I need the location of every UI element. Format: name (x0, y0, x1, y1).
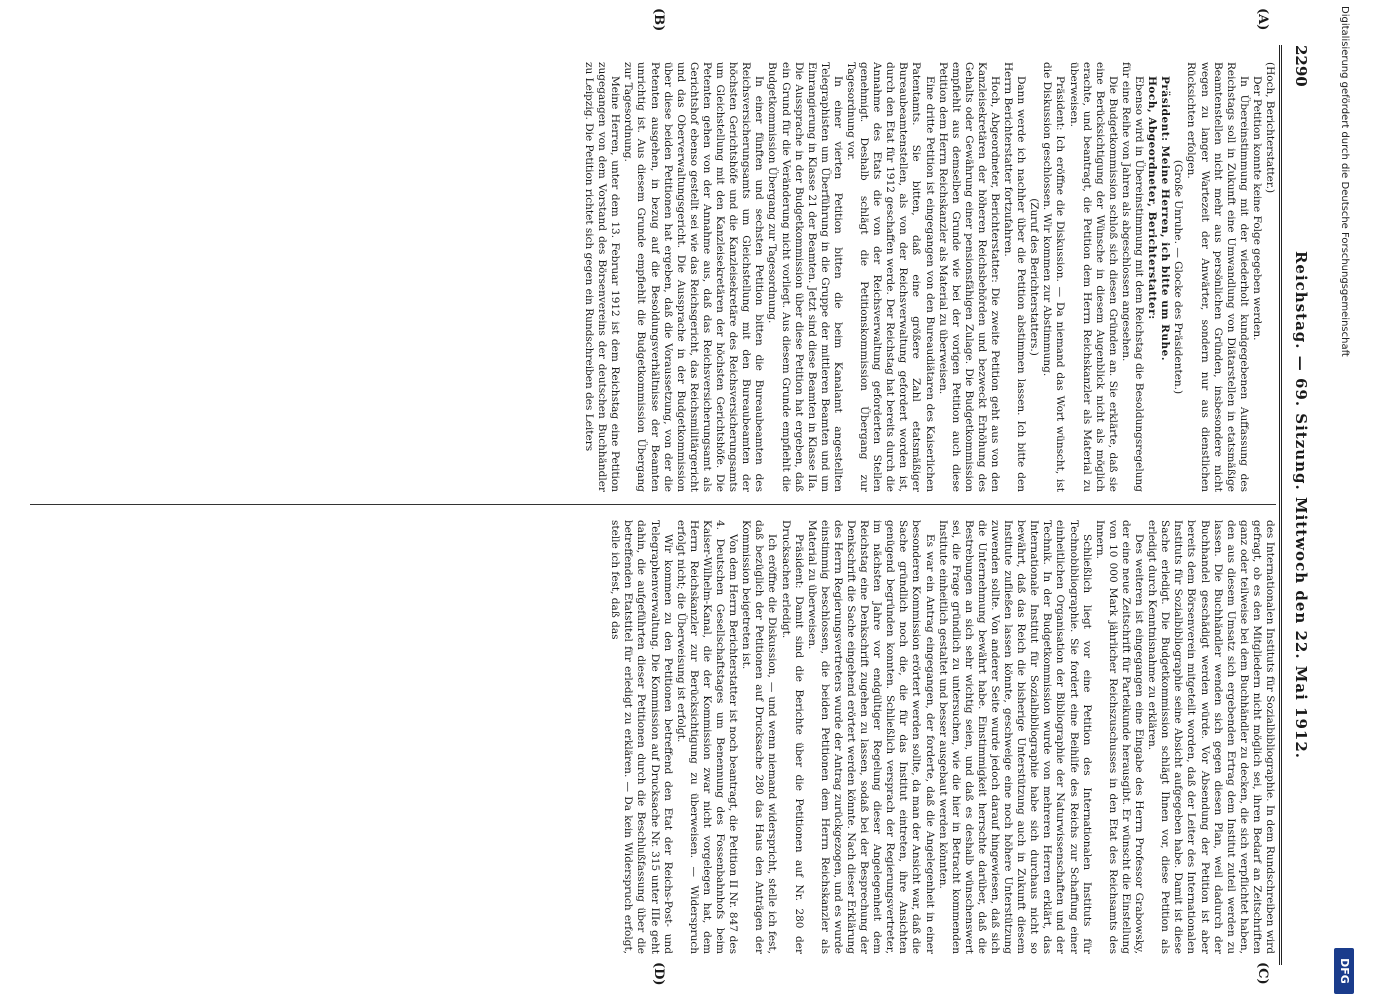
paragraph: Eine dritte Petition ist eingegangen von den Bureaudiätaren des Kaiserlichen Patentamts. Sie bitten, daß eine größere Zahl etatsmäßiger Bureaubeamtenstellen, als von der Reichsverwaltung gefordert worden ist, durch den Etat für 1912 geschaffen werde. Der Reichstag hat bereits durch die Annahme des Etats die von der Reichsverwaltung geforderten Stellen genehmigt. Deshalb schlägt die Petitionskommission Übergang zur Tagesordnung vor. (845, 62, 936, 492)
paragraph: Die Budgetkommission schloß sich diesen Gründen an. Sie erklärte, daß sie eine Berücksichtigung der Wünsche in diesem Augenblick nicht als möglich erachte, und beantragt, die Petition dem Herrn Reichskanzler als Material zu überweisen. (1067, 62, 1119, 492)
footer-strip (1328, 0, 1358, 1000)
paragraph: des Internationalen Instituts für Sozialbibliographie. In dem Rundschreiben wird gefragt, ob es den Mitgliedern nicht möglich sei, ihren Bedarf an Zeitschriften ganz oder teilweise bei dem Buchhändler zu decken, die sich verpflichtet haben, den aus diesem Umsatz sich ergebenden Ertrag dem Institut zuteil werden zu lassen. Die Buchhändler wenden sich gegen diesen Plan, weil dadurch der Buchhandel geschädigt werden würde. Vor Absendung der Petition ist aber bereits dem Börsenverein mitgeteilt worden, daß der Leiter des Internationalen Instituts für Sozialbibliographie seine Absicht aufgegeben habe. Damit ist diese Sache erledigt. Die Budgetkommission schlägt Ihnen vor, diese Petition als erledigt durch Kenntnisnahme zu erklären. (1146, 520, 1276, 954)
margin-mark-a: (A) (1255, 8, 1270, 31)
page-header (1284, 45, 1310, 965)
paragraph: Wir kommen zu den Petitionen betreffend den Etat der Reichs-Post- und Telegraphenverwaltung. Die Kommission auf Drucksache Nr. 315 unter IIIe geht dahin, die aufgeführten dieser Petitionen durch die Beschlußfassung über die betreffenden Etatstitel für erledigt zu erklären. — Da kein Widerspruch erfolgt, stelle ich fest, daß das (609, 520, 674, 954)
paragraph: (Große Unruhe. — Glocke des Präsidenten.) (1172, 159, 1185, 395)
paragraph: Es war ein Antrag eingegangen, der forderte, daß die Angelegenheit in einer besonderen Kommission erörtert werden sollte, da man der Ansicht war, daß die Sache gründlich noch die, die für das Institut eintreten, ihre Ansichten genügend begründen konnten. Schließlich versprach der Regierungsvertreter, im nächsten Jahre vor endgültiger Regelung dieser Angelegenheit dem Reichstag eine Denkschrift zugehen zu lassen, sodaß bei der Besprechung der Denkschrift die Sache eingehend erörtert werden könnte. Nach dieser Erklärung des Herrn Regierungsvertreters wurde der Antrag zurückgezogen, und es wurde einstimmig beschlossen, die beiden Petitionen dem Herrn Reichskanzler als Material zu überweisen. (805, 520, 936, 954)
paragraph: Meine Herren, unter dem 13. Februar 1912 ist dem Reichstag eine Petition zugegangen von dem Vorstand des Börsenvereins der deutschen Buchhändler zu Leipzig. Die Petition richtet sich gegen ein Rundschreiben des Leiters (583, 62, 622, 492)
paragraph: Von dem Herrn Berichterstatter ist noch beantragt, die Petition II Nr. 847 des 4. Deutschen Gesellschaftstages um Benennung des Fossenbahnhofs beim Kaiser-Wilhelm-Kanal, die der Kommission zwar nicht vorgelegen hat, dem Herrn Reichskanzler zur Berücksichtigung zu überweisen. — Widerspruch erfolgt nicht; die Überweisung ist erfolgt. (674, 520, 740, 954)
paragraph: (Zuruf des Berichterstatters.) (1028, 198, 1041, 356)
paragraph: In Übereinstimmung mit der wiederholt kundgegebenen Auffassung des Reichstags soll in Zukunft eine Umwandlung von Diätarstellen in etatsmäßige Beamtenstellen nicht mehr aus persönlichen Gründen, insbesondere nicht wegen zu langer Wartezeit der Anwärter, sondern nur aus dienstlichen Rücksichten erfolgen. (1185, 62, 1250, 492)
paragraph: Schließlich liegt vor eine Petition des Internationalen Instituts für Technobibliographie. Sie fordert eine Beihilfe des Reichs zur Schaffung einer einheitlichen Organisation der Bibliographie der Naturwissenschaften und der Technik. In der Budgetkommission wurde von mehreren Herren erklärt, das Internationale Institut für Sozialbibliographie habe sich durchaus nicht so bewährt, daß das Reich die bisherige Unterstützung auch in Zukunft diesem Institute zufließen lassen könnte, geschweige eine noch höhere Unterstützung zuwenden sollte. Von anderer Seite wurde jedoch darauf hingewiesen, daß sich die Unternehmung bewährt habe. Einstimmigkeit herrschte darüber, daß die Bestrebungen an sich sehr wichtig seien, und daß es deshalb wünschenswert sei, die Frage gründlich zu untersuchen, wie die hier in Betracht kommenden Institute einheitlich gestaltet und besser ausgebaut werden könnten. (936, 520, 1093, 954)
right-text-column (30, 520, 1276, 954)
paragraph: Hoch, Abgeordneter, Berichterstatter: (1146, 76, 1159, 320)
dfg-logo: DFG (1334, 948, 1354, 994)
paragraph: Präsident: Meine Herren, ich bitte um Ruhe. (1159, 76, 1172, 361)
paragraph: Dann werde ich nachher über die Petition abstimmen lassen. Ich bitte den Herrn Berichterstatter fortzufahren. (1002, 62, 1028, 492)
header-rule (1279, 45, 1282, 965)
paragraph: Der Petition konnte keine Folge gegeben werden. (1250, 76, 1263, 341)
column-divider (30, 504, 1276, 505)
paragraph: Des weiteren ist eingegangen eine Eingabe des Herrn Professor Grabowsky, der eine neue Zeitschrift für Parteikunde herausgibt. Er wünscht die Einstellung von 10 000 Mark jährlicher Reichszuschusses in den Etat des Reichsamts des Innern. (1093, 520, 1146, 954)
paragraph: Ebenso wird in Übereinstimmung mit dem Reichstag die Besoldungsregelung für eine Reihe von Jahren als abgeschlossen angesehen. (1119, 62, 1146, 492)
page-number: 2290 (1292, 45, 1310, 87)
paragraph: Präsident: Damit sind die Berichte über die Petitionen auf Nr. 280 der Drucksachen erledigt. (779, 520, 805, 954)
footer-text: Digitalisierung gefördert durch die Deutsche Forschungsgemeinschaft (1339, 6, 1350, 357)
paragraph: Präsident: Ich eröffne die Diskussion. — Da niemand das Wort wünscht, ist die Diskussion geschlossen. Wir kommen zur Abstimmung. (1041, 62, 1067, 492)
left-text-column (30, 62, 1276, 492)
paragraph: (Hoch, Berichterstatter.) (1264, 62, 1276, 194)
paragraph: In einer fünften und sechsten Petition bitten die Bureaubeamten des Reichsversicherungsamts um Gleichstellung mit den Bureaubeamten der höchsten Gerichtshöfe und die Kanzleisekretäre des Reichsversicherungsamts um Gleichstellung mit den Kanzleisekretären der höchsten Gerichtshöfe. Die Petenten gehen von der Annahme aus, daß das Reichsversicherungsamt als Gerichtshof ebenso gestellt sei wie das Reichsgericht, das Reichsmilitärgericht und das Oberverwaltungsgericht. Die Aussprache in der Budgetkommission über diese beiden Petitionen hat ergeben, daß die Voraussetzung, von der die Petenten ausgehen, in bezug auf die Besoldungsverhältnisse der Beamten unrichtig ist. Aus diesem Grunde empfiehlt die Budgetkommission Übergang zur Tagesordnung. (622, 62, 766, 492)
margin-mark-c: (C) (1255, 962, 1270, 985)
page-title: Reichstag. — 69. Sitzung. Mittwoch den 22. Mai 1912. (1292, 250, 1310, 760)
paragraph: In einer vierten Petition bitten die beim Kanalamt angestellten Telegraphisten um Überführung in die Gruppe der mittleren Beamten und um Einrangierung in Klasse 21 der Beamten. Jetzt sind diese Beamten in Klasse IIa. Die Aussprache in der Budgetkommission über diese Petition hat ergeben, daß ein Grund für die Veränderung nicht vorliegt. Aus diesem Grunde empfiehlt die Budgetkommission Übergang zur Tagesordnung. (766, 62, 844, 492)
paragraph: Ich eröffne die Diskussion, — und wenn niemand widerspricht, stelle ich fest, daß bezüglich der Petitionen auf Drucksache 280 das Haus den Anträgen der Kommission beigetreten ist. (740, 520, 779, 954)
margin-mark-b: (B) (651, 8, 666, 32)
margin-mark-d: (D) (651, 962, 666, 986)
paragraph: Hoch, Abgeordneter, Berichterstatter: Die zweite Petition geht aus von den Kanzleisekretären der höheren Reichsbehörden und bezweckt Erhöhung des Gehalts oder Gewährung einer pensionsfähigen Zulage. Die Budgetkommission empfiehlt aus demselben Grunde wie bei der vorigen Petition auch diese Petition dem Herrn Reichskanzler als Material zu überweisen. (936, 62, 1002, 492)
